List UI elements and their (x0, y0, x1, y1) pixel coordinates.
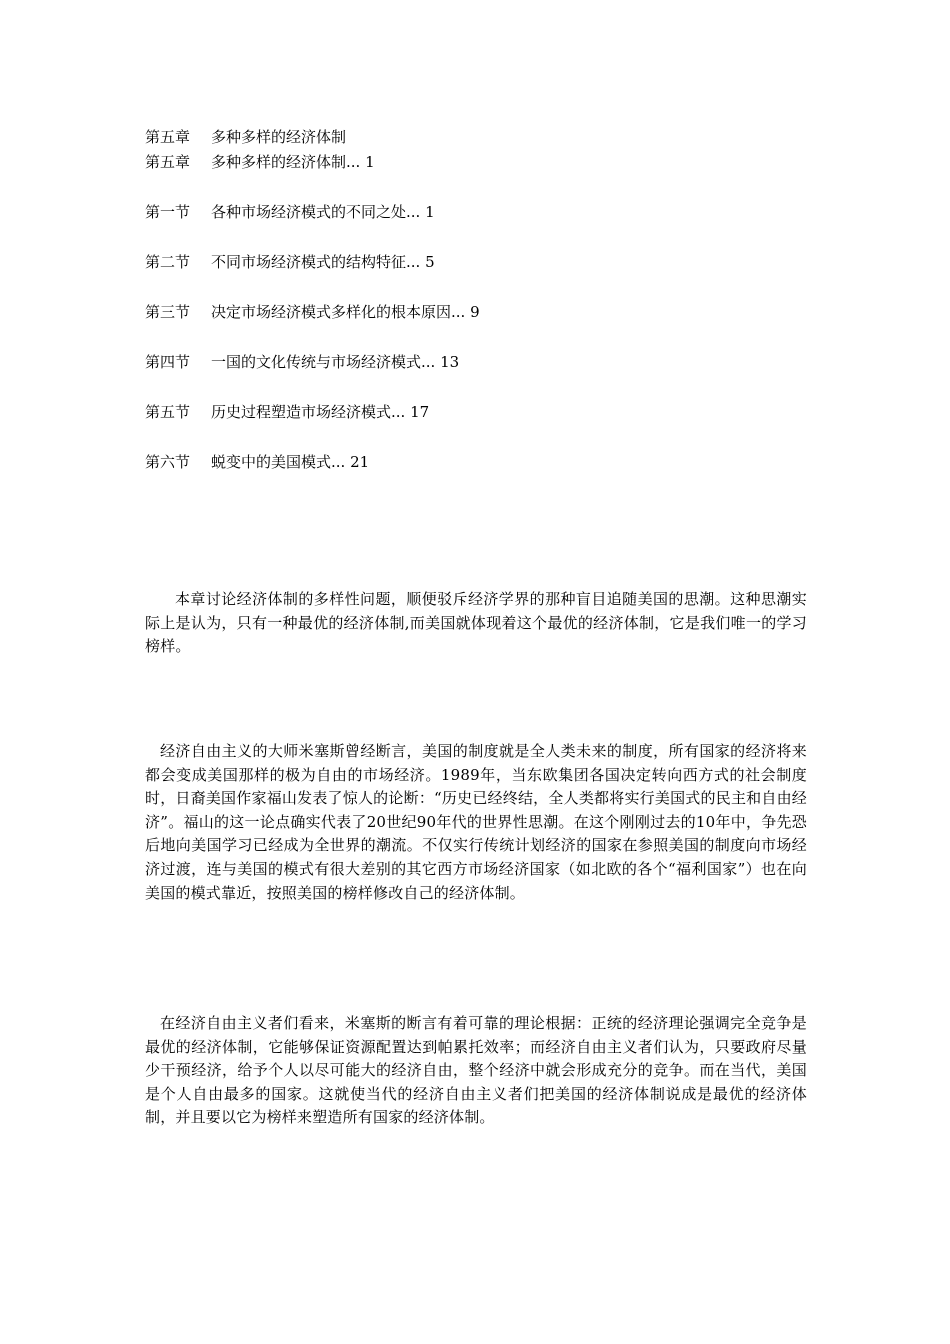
toc-label: 第五节 (145, 403, 191, 421)
toc-entry[interactable] (145, 302, 480, 322)
toc-leader: ... (451, 303, 471, 321)
toc-entry[interactable] (145, 252, 435, 272)
toc-page-number: 9 (470, 303, 480, 321)
body-paragraph: 本章讨论经济体制的多样性问题，顺便驳斥经济学界的那种盲目追随美国的思潮。这种思潮实际上是认为，只有一种最优的经济体制,而美国就体现着这个最优的经济体制，它是我们唯一的学习榜样。 (145, 590, 807, 656)
toc-leader: ... (406, 253, 426, 271)
toc-entry[interactable] (145, 352, 459, 372)
toc-page-number: 17 (410, 403, 430, 421)
toc-leader: ... (391, 403, 411, 421)
toc-title: 历史过程塑造市场经济模式 (211, 403, 392, 421)
toc-title: 蜕变中的美国模式 (211, 453, 332, 471)
toc-entry[interactable] (145, 402, 429, 422)
chapter-label: 第五章 (145, 128, 191, 146)
chapter-heading (145, 127, 346, 147)
toc-label: 第四节 (145, 353, 191, 371)
toc-page-number: 5 (425, 253, 435, 271)
toc-title: 各种市场经济模式的不同之处 (211, 203, 407, 221)
toc-entry[interactable] (145, 202, 435, 222)
toc-page-number: 21 (350, 453, 370, 471)
body-paragraph: 经济自由主义的大师米塞斯曾经断言，美国的制度就是全人类未来的制度，所有国家的经济将来都会变成美国那样的极为自由的市场经济。1989年，当东欧集团各国决定转向西方式的社会制度时，日裔美国作家福山发表了惊人的论断：“历史已经终结，全人类都将实行美国式的民主和自由经济”。福山的这一论点确实代表了20世纪90年代的世界性思潮。在这个刚刚过去的10年中，争先恐后地向美国学习已经成为全世界的潮流。不仅实行传统计划经济的国家在参照美国的制度向市场经济过渡，连与美国的模式有很大差别的其它西方市场经济国家（如北欧的各个“福利国家”）也在向美国的模式靠近，按照美国的榜样修改自己的经济体制。 (145, 742, 807, 902)
toc-page-number: 1 (365, 153, 375, 171)
toc-title: 决定市场经济模式多样化的根本原因 (211, 303, 452, 321)
toc-leader: ... (421, 353, 441, 371)
toc-title: 一国的文化传统与市场经济模式 (211, 353, 422, 371)
toc-page-number: 13 (440, 353, 460, 371)
toc-label: 第五章 (145, 153, 191, 171)
toc-label: 第三节 (145, 303, 191, 321)
toc-leader: ... (331, 453, 351, 471)
toc-entry[interactable] (145, 152, 375, 172)
toc-title: 不同市场经济模式的结构特征 (211, 253, 407, 271)
toc-label: 第六节 (145, 453, 191, 471)
body-paragraph: 在经济自由主义者们看来，米塞斯的断言有着可靠的理论根据：正统的经济理论强调完全竞争是最优的经济体制，它能够保证资源配置达到帕累托效率；而经济自由主义者们认为，只要政府尽量少干预经济，给予个人以尽可能大的经济自由，整个经济中就会形成充分的竞争。而在当代，美国是个人自由最多的国家。这就使当代的经济自由主义者们把美国的经济体制说成是最优的经济体制，并且要以它为榜样来塑造所有国家的经济体制。 (145, 1014, 807, 1127)
toc-page-number: 1 (425, 203, 435, 221)
toc-entry[interactable] (145, 452, 369, 472)
chapter-title: 多种多样的经济体制 (211, 128, 347, 146)
toc-label: 第一节 (145, 203, 191, 221)
toc-label: 第二节 (145, 253, 191, 271)
toc-leader: ... (346, 153, 366, 171)
toc-title: 多种多样的经济体制 (211, 153, 347, 171)
toc-leader: ... (406, 203, 426, 221)
